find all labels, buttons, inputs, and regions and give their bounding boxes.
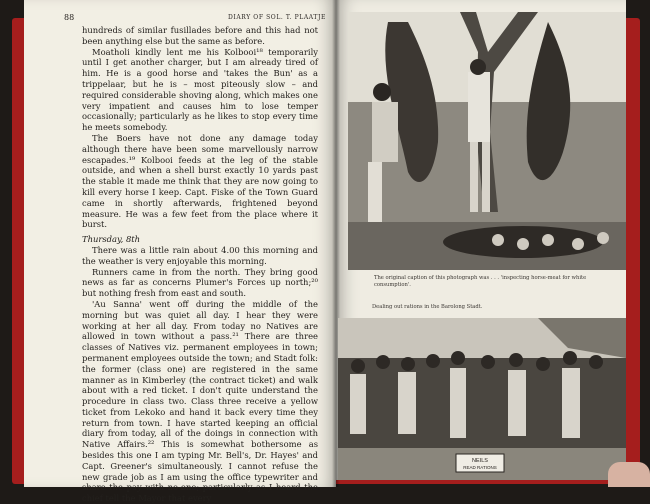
horse-meat-photo-image [348, 12, 626, 270]
sign-line2: READ RATIONS [463, 465, 497, 470]
running-head: DIARY OF SOL. T. PLAATJE [227, 14, 326, 21]
top-photo-caption: The original caption of this photograph was . . . 'inspecting horse-meat for white consumption'. [374, 275, 587, 288]
paragraph: Runners came in from the north. They bring good news as far as concerns Plumer's Forces up north;²⁰ but nothing fresh from east and south. [82, 266, 318, 299]
page-number: 88 [64, 13, 75, 22]
rations-photo-image [338, 318, 626, 480]
section-heading: Thursday, 8th [82, 234, 141, 245]
horse-meat-photo [348, 12, 626, 270]
bottom-photo-caption: Dealing out rations in the Barolong Stadt. [372, 304, 483, 310]
paragraph: 'Au Sanna' went off during the middle of the morning but was quiet all day. I hear they were working at her all day. From today no Natives are allowed in town without a pass.²¹ There are three classes of Natives viz. permanent employees in town; permanent employees outside the town; and Stadt folk: the former (class one) are registered in the same manner as in Kimberley (the contract ticket) and walk about with a red ticket. I don't quite understand the procedure in class two. Class three receive a yellow ticket from Lekoko and hand it back every time they return from town. I have started keeping an official diary from today, all of the doings in connection with Native Affairs.²² This is somewhat bothersome as besides this one I am typing Mr. Bell's, Dr. Hayes' and Capt. Greener's simultaneously. I cannot refuse the new grade job as I am using the office typewriter and share the pay with no-one; particularly as I heard the chief tell the Mayor that every [82, 298, 318, 504]
paragraph: There was a little rain about 4.00 this morning and the weather is very enjoyable this morning. [82, 244, 318, 266]
rations-photo [338, 318, 626, 480]
paragraph: The Boers have not done any damage today although there have been some marvellously narrow escapades.¹⁹ Kolbooi feeds at the leg of the stable outside, and when a shell burst exactly 10 yards past the stable it made me think that they are now going to kill every horse I keep. Capt. Fiske of the Town Guard came in shortly afterwards, frightened beyond measure. He was a few feet from the place where it burst. [82, 132, 318, 230]
paragraph: Moatholi kindly lent me his Kolbooi¹⁸ temporarily until I get another charger, but I am already tired of him. He is a good horse and 'takes the Bun' as a trippelaar, but he is – most piteously slow – and required considerable shoving along, which makes one very impatient and causes him to lose temper occasionally; particularly as he likes to stop every time he meets somebody. [82, 46, 318, 133]
sign-line1: NEILS [472, 458, 488, 464]
body-text [82, 25, 318, 504]
thumb [608, 462, 650, 487]
page-header [64, 13, 326, 25]
paragraph: hundreds of similar fusillades before and this had not been anything else but the same as before. [82, 25, 318, 46]
